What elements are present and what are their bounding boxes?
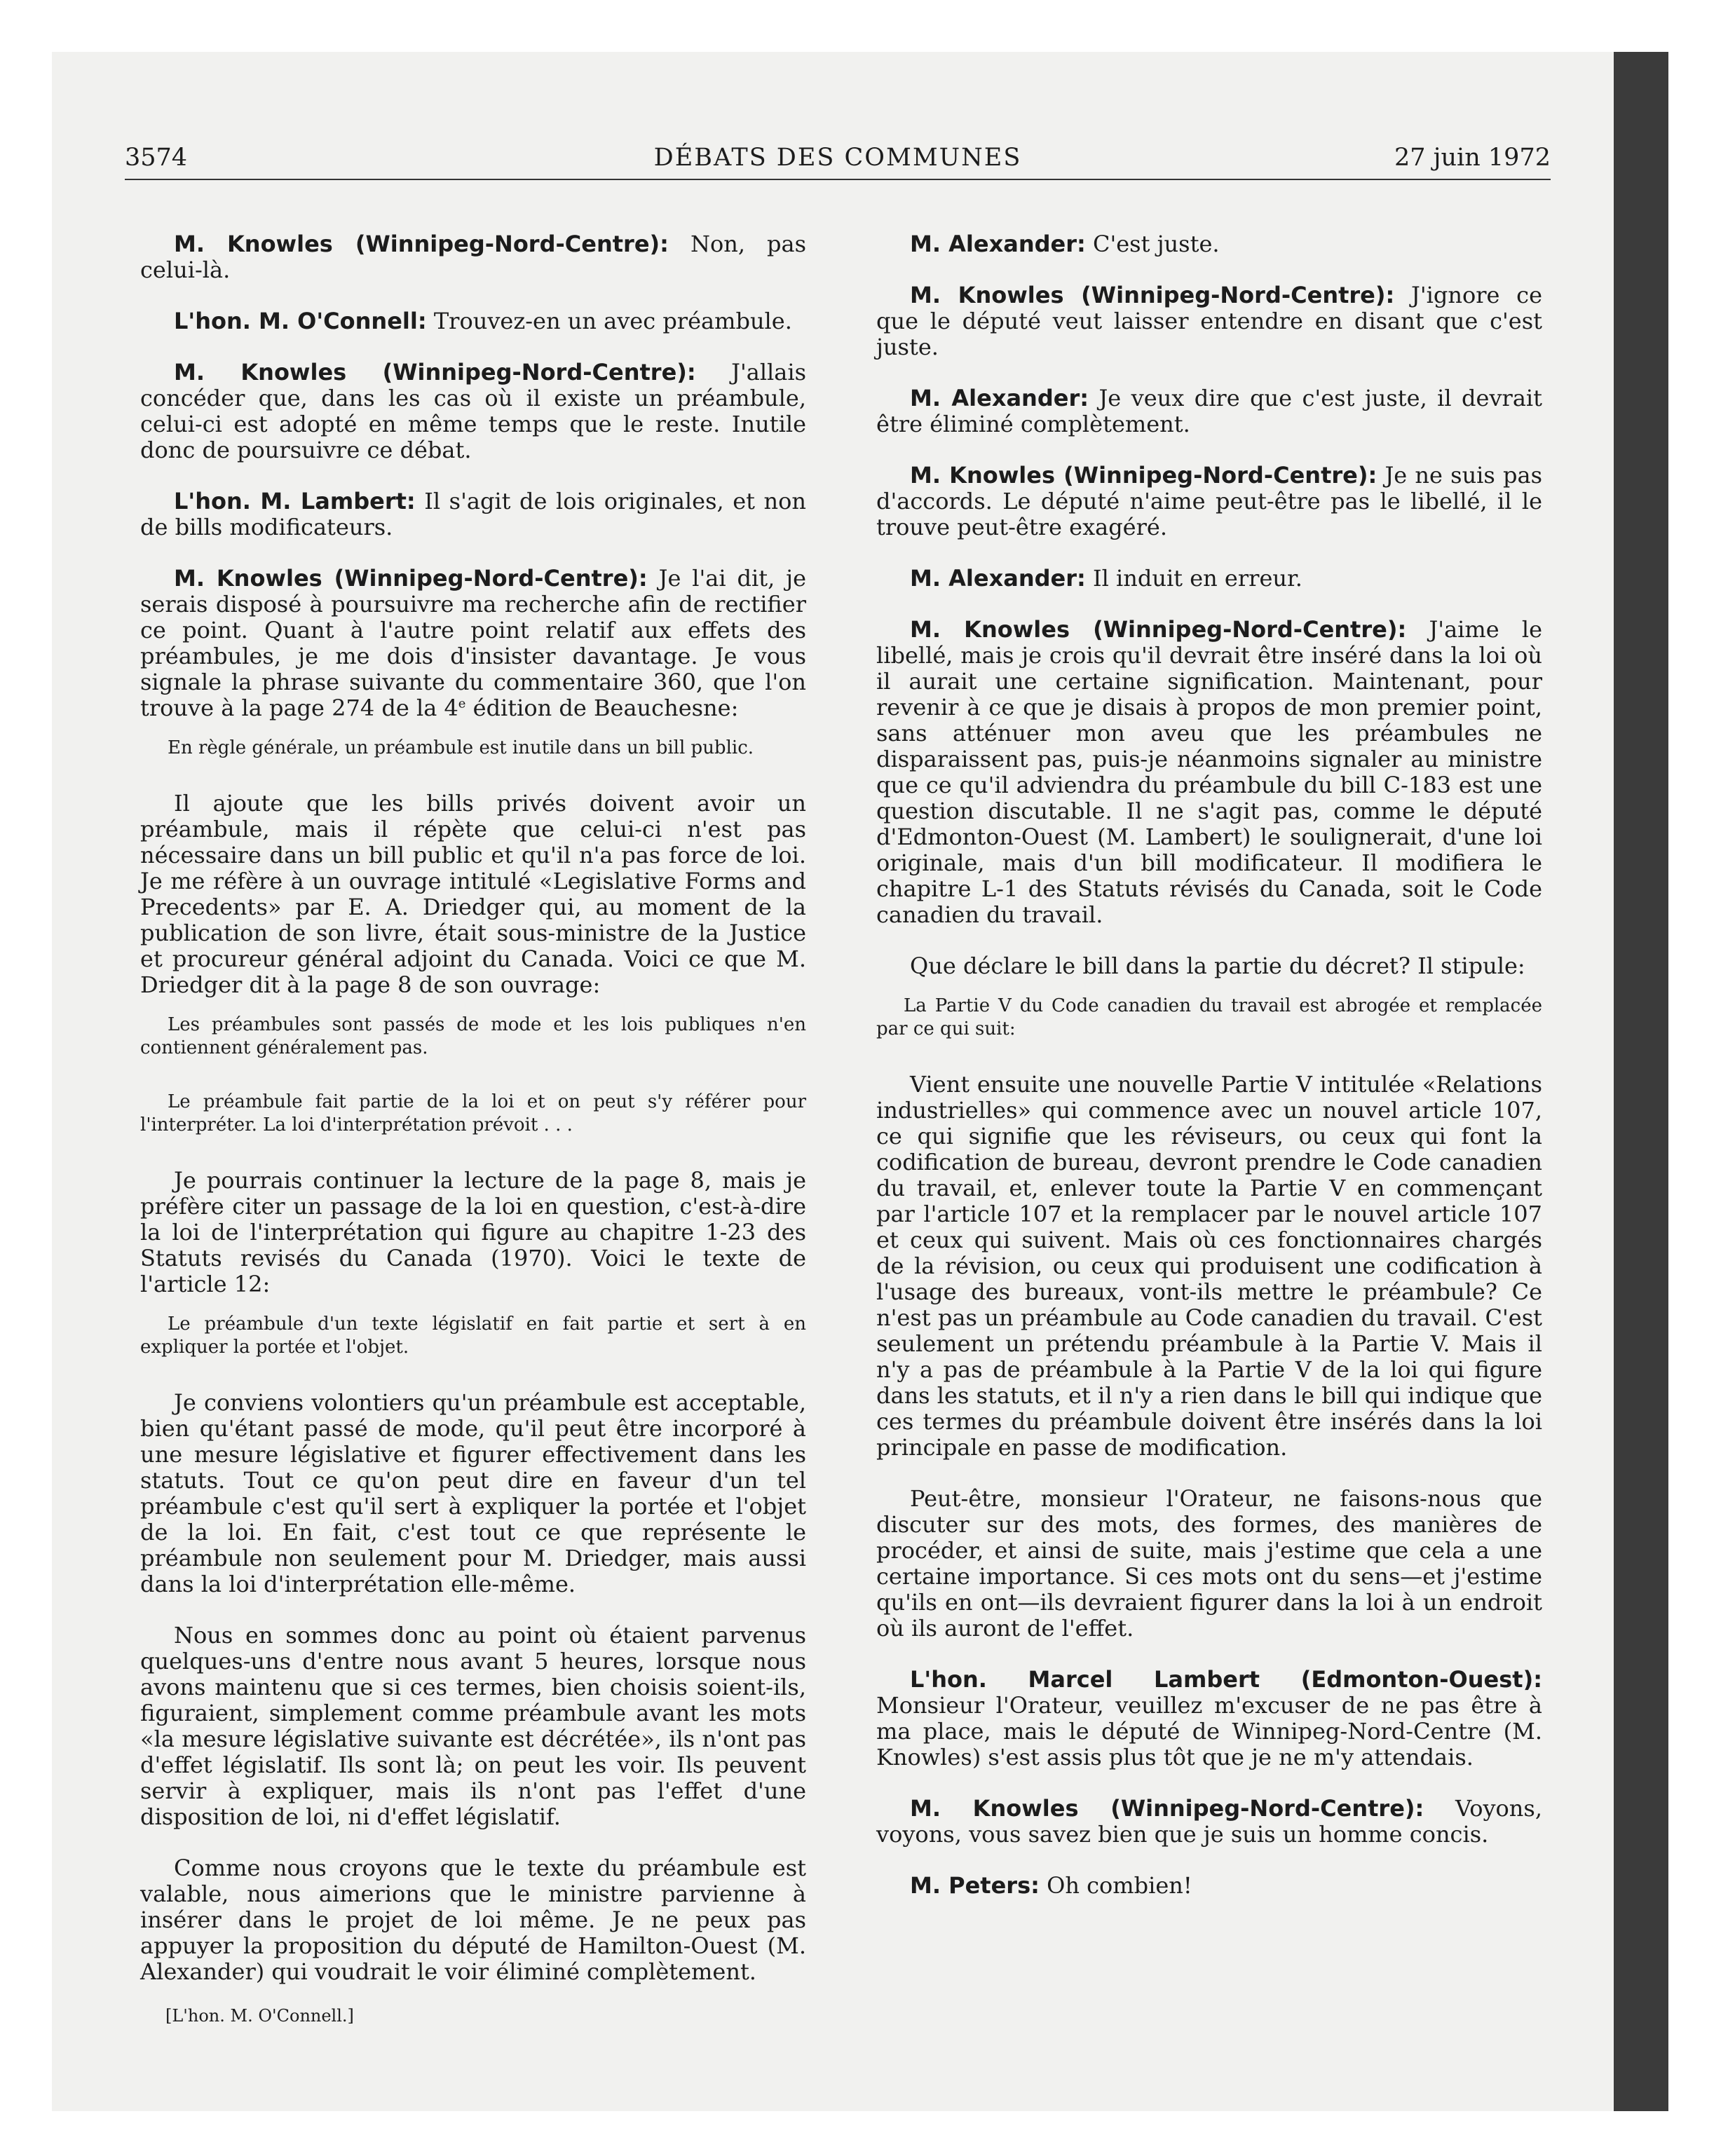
paragraph: M. Alexander: C'est juste. bbox=[910, 231, 1220, 257]
speaker-name: M. Peters: bbox=[910, 1872, 1040, 1899]
speaker-name: M. Knowles (Winnipeg-Nord-Centre): bbox=[910, 462, 1377, 489]
page-date: 27 juin 1972 bbox=[1394, 144, 1551, 172]
block-quote: La Partie V du Code canadien du travail est abrogée et remplacée par ce qui suit: bbox=[876, 995, 1542, 1039]
block-quote: En règle générale, un préambule est inutile dans un bill public. bbox=[168, 737, 754, 758]
speaker-name: M. Knowles (Winnipeg-Nord-Centre): bbox=[910, 616, 1407, 643]
speaker-name: M. Knowles (Winnipeg-Nord-Centre): bbox=[910, 1795, 1424, 1822]
paragraph: Peut-être, monsieur l'Orateur, ne faisons-nous que discuter sur des mots, des formes, des manières de procéder, et ainsi de suite, mais j'estime que cela a une certaine importance. Si ces mots ont du sens—et j'estime qu'ils en ont—ils devraient figurer dans la loi à un endroit où ils auront de l'effet. bbox=[876, 1485, 1542, 1642]
paragraph: M. Knowles (Winnipeg-Nord-Centre): Non, pas celui-là. bbox=[140, 231, 806, 283]
paragraph: Nous en sommes donc au point où étaient parvenus quelques-uns d'entre nous avant 5 heures, lorsque nous avons maintenu que si ces termes, bien choisis soient-ils, figuraient, simplement comme préambule avant les mots «la mesure législative suivante est décrétée», ils n'ont pas d'effet législatif. Ils sont là; on peut les voir. Ils peuvent servir à expliquer, mais ils n'ont pas l'effet d'une disposition de loi, ni d'effet législatif. bbox=[140, 1622, 806, 1830]
speaker-name: M. Knowles (Winnipeg-Nord-Centre): bbox=[910, 282, 1395, 308]
paragraph: L'hon. M. Lambert: Il s'agit de lois originales, et non de bills modificateurs. bbox=[140, 488, 806, 540]
block-quote: Le préambule fait partie de la loi et on peut s'y référer pour l'interpréter. La loi d'interprétation prévoit . . . bbox=[140, 1091, 806, 1135]
speaker-name: M. Alexander: bbox=[910, 385, 1089, 411]
speaker-name: M. Knowles (Winnipeg-Nord-Centre): bbox=[174, 565, 648, 592]
paragraph: M. Alexander: Je veux dire que c'est juste, il devrait être éliminé complètement. bbox=[876, 385, 1543, 437]
left-column bbox=[140, 231, 806, 2054]
scan-edge-shadow bbox=[1614, 52, 1668, 2111]
speaker-name: L'hon. M. O'Connell: bbox=[174, 308, 427, 334]
paragraph: Que déclare le bill dans la partie du décret? Il stipule: bbox=[910, 953, 1525, 979]
paragraph: Je conviens volontiers qu'un préambule est acceptable, bien qu'étant passé de mode, qu'il peut être incorporé à une mesure législative et figurer effectivement dans les statuts. Tout ce qu'on peut dire en faveur d'un tel préambule c'est qu'il sert à expliquer la portée et l'objet de la loi. En fait, c'est tout ce que représente le préambule non seulement pour M. Driedger, mais aussi dans la loi d'interprétation elle-même. bbox=[140, 1389, 806, 1597]
paragraph: Il ajoute que les bills privés doivent avoir un préambule, mais il répète que celui-ci n'est pas nécessaire dans un bill public et qu'il n'a pas force de loi. Je me réfère à un ouvrage intitulé «Legislative Forms and Precedents» par E. A. Driedger qui, au moment de la publication de son livre, était sous-ministre de la Justice et procureur général adjoint du Canada. Voici ce que M. Driedger dit à la page 8 de son ouvrage: bbox=[140, 790, 806, 998]
page-number: 3574 bbox=[125, 144, 188, 172]
paragraph: M. Knowles (Winnipeg-Nord-Centre): J'allais concéder que, dans les cas où il existe un préambule, celui-ci est adopté en même temps que le reste. Inutile donc de poursuivre ce débat. bbox=[140, 359, 807, 463]
paragraph: M. Peters: Oh combien! bbox=[910, 1872, 1192, 1899]
running-header bbox=[125, 144, 1551, 180]
paragraph: M. Knowles (Winnipeg-Nord-Centre): Je l'ai dit, je serais disposé à poursuivre ma recherche afin de rectifier ce point. Quant à l'autre point relatif aux effets des préambules, je me dois d'insister davantage. Je vous signale la phrase suivante du commentaire 360, que l'on trouve à la page 274 de la 4e édition de Beauchesne: bbox=[140, 565, 807, 721]
paragraph: M. Knowles (Winnipeg-Nord-Centre): J'ignore ce que le député veut laisser entendre en disant que c'est juste. bbox=[876, 282, 1543, 360]
speaker-name: M. Knowles (Winnipeg-Nord-Centre): bbox=[174, 359, 696, 386]
speaker-name: L'hon. Marcel Lambert (Edmonton-Ouest): bbox=[910, 1666, 1542, 1693]
paragraph: L'hon. Marcel Lambert (Edmonton-Ouest): Monsieur l'Orateur, veuillez m'excuser de ne pas être à ma place, mais le député de Winnipeg-Nord-Centre (M. Knowles) s'est assis plus tôt que je ne m'y attendais. bbox=[876, 1666, 1542, 1770]
block-quote: Le préambule d'un texte législatif en fait partie et sert à en expliquer la portée et l'objet. bbox=[140, 1314, 806, 1358]
paragraph: Comme nous croyons que le texte du préambule est valable, nous aimerions que le ministre parvienne à insérer dans le projet de loi même. Je ne peux pas appuyer la proposition du député de Hamilton-Ouest (M. Alexander) qui voudrait le voir éliminé complètement. bbox=[140, 1855, 806, 1985]
block-quote: Les préambules sont passés de mode et les lois publiques n'en contiennent généralement pas. bbox=[140, 1014, 806, 1058]
paragraph: L'hon. M. O'Connell: Trouvez-en un avec préambule. bbox=[174, 308, 792, 334]
paragraph: Je pourrais continuer la lecture de la page 8, mais je préfère citer un passage de la loi en question, c'est-à-dire la loi de l'interprétation qui figure au chapitre 1-23 des Statuts revisés du Canada (1970). Voici le texte de l'article 12: bbox=[140, 1167, 806, 1297]
journal-title: DÉBATS DES COMMUNES bbox=[653, 144, 1022, 172]
attribution-note: [L'hon. M. O'Connell.] bbox=[165, 2006, 354, 2026]
speaker-name: L'hon. M. Lambert: bbox=[174, 488, 416, 514]
right-column bbox=[876, 231, 1542, 1924]
paragraph: M. Alexander: Il induit en erreur. bbox=[910, 565, 1302, 592]
paragraph: M. Knowles (Winnipeg-Nord-Centre): Voyons, voyons, vous savez bien que je suis un homme concis. bbox=[876, 1795, 1542, 1848]
speaker-name: M. Knowles (Winnipeg-Nord-Centre): bbox=[174, 231, 669, 257]
paragraph: M. Knowles (Winnipeg-Nord-Centre): J'aime le libellé, mais je crois qu'il devrait être inséré dans la loi où il aurait une certaine signification. Maintenant, pour revenir à ce que je disais à propos de mon premier point, sans atténuer mon aveu que les préambules ne disparaissent pas, puis-je néanmoins signaler au ministre que ce qu'il adviendra du préambule du bill C-183 est une question discutable. Il ne s'agit pas, comme le député d'Edmonton-Ouest (M. Lambert) le soulignerait, d'une loi originale, mais d'un bill modificateur. Il modifiera le chapitre L-1 des Statuts révisés du Canada, soit le Code canadien du travail. bbox=[876, 616, 1543, 928]
speaker-name: M. Alexander: bbox=[910, 231, 1086, 257]
paragraph: M. Knowles (Winnipeg-Nord-Centre): Je ne suis pas d'accords. Le député n'aime peut-être pas le libellé, il le trouve peut-être exagéré. bbox=[876, 462, 1543, 540]
speaker-name: M. Alexander: bbox=[910, 565, 1086, 592]
paragraph: Vient ensuite une nouvelle Partie V intitulée «Relations industrielles» qui commence avec un nouvel article 107, ce qui signifie que les réviseurs, ou ceux qui font la codification de bureau, devront prendre le Code canadien du travail, et, enlever toute la Partie V en commençant par l'article 107 et la remplacer par le nouvel article 107 et ceux qui suivent. Mais où ces fonctionnaires chargés de la révision, ou ceux qui produisent une codification à l'usage des bureaux, vont-ils mettre le préambule? Ce n'est pas un préambule au Code canadien du travail. C'est seulement un prétendu préambule à la Partie V. Mais il n'y a pas de préambule à la Partie V de la loi qui figure dans les statuts, et il n'y a rien dans le bill qui indique que ces termes du préambule doivent être insérés dans la loi principale en passe de modification. bbox=[876, 1071, 1542, 1461]
